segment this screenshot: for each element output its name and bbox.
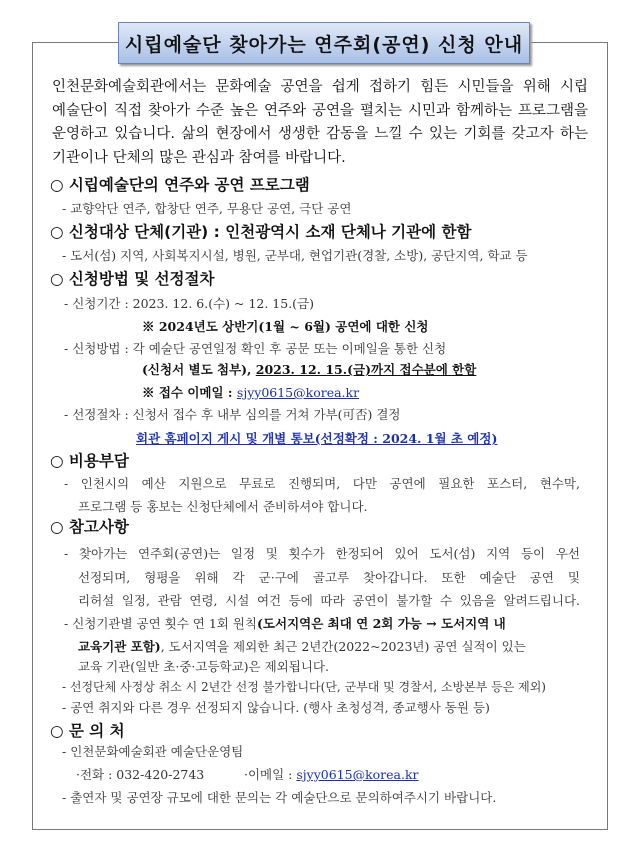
note-item: 교육 기관(일반 초·중·고등학교)은 제외됩니다. xyxy=(78,659,329,674)
program-item: - 교향악단 연주, 합창단 연주, 무용단 공연, 극단 공연 xyxy=(62,201,352,216)
method-attach: (신청서 별도 첨부), xyxy=(142,362,256,377)
page-title: 시립예술단 찾아가는 연주회(공연) 신청 안내 xyxy=(118,22,530,64)
target-item: - 도서(섬) 지역, 사회복지시설, 병원, 군부대, 현업기관(경찰, 소방), 공단지역, 학교 등 xyxy=(62,248,528,263)
section-heading-target: ○ 신청대상 단체(기관) : 인천광역시 소재 단체나 기관에 한함 xyxy=(50,223,472,241)
selection-notice: 회관 홈페이지 게시 및 개별 통보(선정확정 : 2024. 1월 초 예정) xyxy=(136,431,498,446)
intro-line: 기관이나 단체의 많은 관심과 참여를 바랍니다. xyxy=(52,150,346,166)
method-item: - 신청방법 : 각 예술단 공연일정 확인 후 공문 또는 이메일을 통한 신청 xyxy=(64,341,447,356)
note-item: - 찾아가는 연주회(공연)는 일정 및 횟수가 한정되어 있어 도서(섬) 지역 등이 우선 xyxy=(64,546,580,561)
intro-line: 운영하고 있습니다. 삶의 현장에서 생생한 감동을 느낄 수 있는 기회를 갖고자 하는 xyxy=(52,126,588,142)
period-item: - 신청기간 : 2023. 12. 6.(수) ~ 12. 15.(금) xyxy=(64,296,315,311)
section-heading-notes: ○ 참고사항 xyxy=(50,518,129,536)
section-heading-contact: ○ 문 의 처 xyxy=(50,722,125,740)
email-link[interactable]: sjyy0615@korea.kr xyxy=(236,385,360,400)
intro-line: 인천문화예술회관에서는 문화예술 공연을 쉽게 접하기 힘든 시민들을 위해 시립 xyxy=(52,79,588,95)
contact-team: - 인천문화예술회관 예술단운영팀 xyxy=(62,744,244,759)
intro-line: 예술단이 직접 찾아가 수준 높은 연주와 공연을 펼치는 시민과 함께하는 프로그램을 xyxy=(52,103,588,119)
note-item: 리허설 일정, 관람 연령, 시설 여건 등에 따라 공연이 불가할 수 있음을 알려드립니다. xyxy=(78,593,580,608)
period-note: ※ 2024년도 상반기(1월 ~ 6월) 공연에 대한 신청 xyxy=(142,319,429,334)
note-item: - 선정단체 사정상 취소 시 2년간 선정 불가합니다(단, 군부대 및 경찰서, 소방본부 등은 제외) xyxy=(62,680,546,694)
contact-note: - 출연자 및 공연장 규모에 대한 문의는 각 예술단으로 문의하여주시기 바랍니다. xyxy=(62,790,497,805)
note-bold: (도서지역은 최대 연 2회 가능 → 도서지역 내 xyxy=(257,616,506,631)
email-row xyxy=(142,382,359,404)
method-detail xyxy=(142,359,476,381)
contact-email xyxy=(244,764,419,786)
note-item: - 공연 취지와 다른 경우 선정되지 않습니다. (행사 초청성격, 종교행사 동원 등) xyxy=(62,700,490,715)
section-heading-program: ○ 시립예술단의 연주와 공연 프로그램 xyxy=(50,176,310,194)
deadline: 2023. 12. 15.(금)까지 접수분에 한함 xyxy=(255,362,477,377)
email-label: ※ 접수 이메일 : xyxy=(142,385,237,400)
selection-item: - 선정절차 : 신청서 접수 후 내부 심의를 거쳐 가부(可否) 결정 xyxy=(64,407,401,422)
note-item xyxy=(64,613,506,635)
cost-item: 프로그램 등 홍보는 신청단체에서 준비하셔야 합니다. xyxy=(78,499,368,514)
note-item: 선정되며, 형평을 위해 각 군·구에 골고루 찾아갑니다. 또한 예술단 공연 및 xyxy=(78,570,580,585)
cost-item: - 인천시의 예산 지원으로 무료로 진행되며, 다만 공연에 필요한 포스터, 현수막, xyxy=(64,476,580,491)
email-label: ·이메일 : xyxy=(244,767,297,782)
section-heading-method: ○ 신청방법 및 선정절차 xyxy=(50,270,215,288)
section-heading-cost: ○ 비용부담 xyxy=(50,452,129,470)
contact-phone: ·전화 : 032-420-2743 xyxy=(76,767,205,782)
note-bold: 교육기관 포함) xyxy=(78,639,161,654)
note-text: , 도서지역을 제외한 최근 2년간(2022~2023년) 공연 실적이 있는 xyxy=(160,639,526,654)
note-text: - 신청기관별 공연 횟수 연 1회 원칙 xyxy=(64,616,257,631)
email-link[interactable]: sjyy0615@korea.kr xyxy=(296,767,419,782)
note-item xyxy=(78,636,526,658)
